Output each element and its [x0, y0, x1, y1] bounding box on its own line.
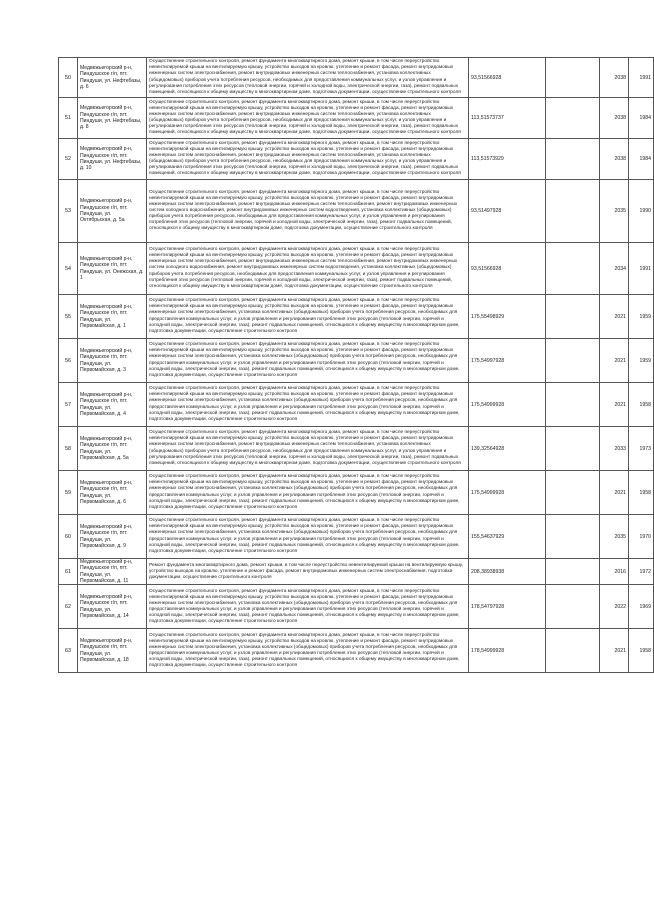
housing-repair-table: [58, 57, 654, 673]
cost-cell: 93,51566928: [469, 243, 546, 295]
empty-cell: [546, 471, 600, 515]
built-year-cell: 1984: [629, 139, 654, 180]
empty-cell: [546, 629, 600, 673]
table-row: [59, 295, 654, 339]
works-cell: Осуществление строительного контроля, ремонт фундамента многоквартирного дома, ремонт крыши, в том числе переустройство невентилируемой крыши на вентилируемую крышу, устройство выходов на кровлю, утепление и ремонт фасада, ремонт внутридомовых инженерных систем электроснабжения, установка коллективных (общедомовых) приборов учета потребления ресурсов, необходимых для предоставления коммунальных услуг, и узлов управления и регулирования потребления этих ресурсов (тепловой энергии, горячей и холодной воды, электрической энергии, газа), ремонт подвальных помещений, относящихся к общему имуществу в многоквартирном доме, подготовка документации, осуществление строительного контроля: [147, 383, 469, 427]
address-cell: Медвежьегорский р-н, Пиндушское г/п, пгт. Пиндуши, ул. Первомайская, д. 4: [78, 383, 147, 427]
works-cell: Осуществление строительного контроля, ремонт фундамента многоквартирного дома, ремонт крыши, в том числе переустройство невентилируемой крыши на вентилируемую крышу, устройство выходов на кровлю, утепление и ремонт фасада, ремонт внутридомовых инженерных систем электроснабжения, установка коллективных (общедомовых) приборов учета потребления ресурсов, необходимых для предоставления коммунальных услуг, и узлов управления и регулирования потребления этих ресурсов (тепловой энергии, горячей и холодной воды, электрической энергии, газа), ремонт подвальных помещений, относящихся к общему имуществу в многоквартирном доме, подготовка документации, осуществление строительного контроля: [147, 295, 469, 339]
cost-cell: 113,51573737: [469, 98, 546, 139]
cost-cell: 113,51573929: [469, 139, 546, 180]
table-body: [59, 58, 654, 673]
planned-year-cell: 2038: [600, 139, 629, 180]
built-year-cell: 1972: [629, 559, 654, 585]
built-year-cell: 1958: [629, 629, 654, 673]
planned-year-cell: 2021: [600, 471, 629, 515]
address-cell: Медвежьегорский р-н, Пиндушское г/п, пгт. Пиндуши, ул. Первомайская, д. 18: [78, 629, 147, 673]
empty-cell: [546, 383, 600, 427]
address-cell: Медвежьегорский р-н, Пиндушское г/п, пгт. Пиндуши, ул. Нефтебазы, д. 8: [78, 98, 147, 139]
row-number: 50: [59, 58, 78, 98]
planned-year-cell: 2021: [600, 629, 629, 673]
built-year-cell: 1984: [629, 98, 654, 139]
built-year-cell: 1990: [629, 180, 654, 243]
table-row: [59, 180, 654, 243]
built-year-cell: 1969: [629, 585, 654, 629]
cost-cell: 208,38938938: [469, 559, 546, 585]
empty-cell: [546, 559, 600, 585]
empty-cell: [546, 180, 600, 243]
address-cell: Медвежьегорский р-н, Пиндушское г/п, пгт. Пиндуши, ул. Онежская, д. 1: [78, 243, 147, 295]
empty-cell: [546, 98, 600, 139]
address-cell: Медвежьегорский р-н, Пиндушское г/п, пгт. Пиндуши, ул. Нефтебазы, д. 10: [78, 139, 147, 180]
works-cell: Осуществление строительного контроля, ремонт фундамента многоквартирного дома, ремонт крыши, в том числе переустройство невентилируемой крыши на вентилируемую крышу, устройство выходов на кровлю, утепление и ремонт фасада, ремонт внутридомовых инженерных систем электроснабжения, установка коллективных (общедомовых) приборов учета потребления ресурсов, необходимых для предоставления коммунальных услуг, и узлов управления и регулирования потребления этих ресурсов (тепловой энергии, горячей и холодной воды, электрической энергии, газа), ремонт подвальных помещений, относящихся к общему имуществу в многоквартирном доме, подготовка документации, осуществление строительного контроля: [147, 585, 469, 629]
row-number: 58: [59, 427, 78, 471]
table-row: [59, 585, 654, 629]
works-cell: Осуществление строительного контроля, ремонт фундамента многоквартирного дома, ремонт крыши, в том числе переустройство невентилируемой крыши на вентилируемую крышу, устройство выходов на кровлю, утепление и ремонт фасада, ремонт внутридомовых инженерных систем электроснабжения, установка коллективных (общедомовых) приборов учета потребления ресурсов, необходимых для предоставления коммунальных услуг, и узлов управления и регулирования потребления этих ресурсов (тепловой энергии, горячей и холодной воды, электрической энергии, газа), ремонт подвальных помещений, относящихся к общему имуществу в многоквартирном доме, подготовка документации, осуществление строительного контроля: [147, 339, 469, 383]
empty-cell: [546, 139, 600, 180]
row-number: 55: [59, 295, 78, 339]
works-cell: Осуществление строительного контроля, ремонт фундамента многоквартирного дома, ремонт крыши, в том числе переустройство невентилируемой крыши на вентилируемую крышу, устройство выходов на кровлю, утепление и ремонт фасада, ремонт внутридомовых инженерных систем электроснабжения, ремонт внутридомовых инженерных систем теплоснабжения, установка коллективных (общедомовых) приборов учета потребления ресурсов, необходимых для предоставления коммунальных услуг, и узлов управления и регулирования потребления этих ресурсов (тепловой энергии, горячей и холодной воды, электрической энергии, газа), ремонт подвальных помещений, относящихся к общему имуществу в многоквартирном доме, подготовка документации, осуществление строительного контроля: [147, 427, 469, 471]
table-row: [59, 243, 654, 295]
row-number: 60: [59, 515, 78, 559]
cost-cell: 155,54637929: [469, 515, 546, 559]
planned-year-cell: 2038: [600, 58, 629, 98]
address-cell: Медвежьегорский р-н, Пиндушское г/п, пгт. Пиндуши, ул. Первомайская, д. 14: [78, 585, 147, 629]
row-number: 51: [59, 98, 78, 139]
built-year-cell: 1970: [629, 515, 654, 559]
address-cell: Медвежьегорский р-н, Пиндушское г/п, пгт. Пиндуши, ул. Первомайская, д. 3: [78, 339, 147, 383]
table-row: [59, 339, 654, 383]
row-number: 57: [59, 383, 78, 427]
planned-year-cell: 2034: [600, 243, 629, 295]
row-number: 54: [59, 243, 78, 295]
address-cell: Медвежьегорский р-н, Пиндушское г/п, пгт. Пиндуши, ул. Первомайская, д. 9: [78, 515, 147, 559]
empty-cell: [546, 339, 600, 383]
planned-year-cell: 2021: [600, 383, 629, 427]
built-year-cell: 1959: [629, 339, 654, 383]
built-year-cell: 1959: [629, 295, 654, 339]
works-cell: Осуществление строительного контроля, ремонт фундамента многоквартирного дома, ремонт крыши, в том числе переустройство невентилируемой крыши на вентилируемую крышу, устройство выходов на кровлю, утепление и ремонт фасада, ремонт внутридомовых инженерных систем электроснабжения, ремонт внутридомовых инженерных систем теплоснабжения, установка коллективных (общедомовых) приборов учета потребления ресурсов, необходимых для предоставления коммунальных услуг, и узлов управления и регулирования потребления этих ресурсов (тепловой энергии, горячей и холодной воды, электрической энергии, газа), ремонт подвальных помещений, относящихся к общему имуществу в многоквартирном доме, подготовка документации, осуществление строительного контроля: [147, 58, 469, 98]
address-cell: Медвежьегорский р-н, Пиндушское г/п, пгт. Пиндуши, ул. Первомайская, д. 11: [78, 559, 147, 585]
works-cell: Осуществление строительного контроля, ремонт фундамента многоквартирного дома, ремонт крыши, в том числе переустройство невентилируемой крыши на вентилируемую крышу, устройство выходов на кровлю, утепление и ремонт фасада, ремонт внутридомовых инженерных систем электроснабжения, установка коллективных (общедомовых) приборов учета потребления ресурсов, необходимых для предоставления коммунальных услуг, и узлов управления и регулирования потребления этих ресурсов (тепловой энергии, горячей и холодной воды, электрической энергии, газа), ремонт подвальных помещений, относящихся к общему имуществу в многоквартирном доме, подготовка документации, осуществление строительного контроля: [147, 471, 469, 515]
built-year-cell: 1991: [629, 58, 654, 98]
empty-cell: [546, 427, 600, 471]
table-row: [59, 427, 654, 471]
cost-cell: 175,54999928: [469, 471, 546, 515]
cost-cell: 178,54797928: [469, 585, 546, 629]
address-cell: Медвежьегорский р-н, Пиндушское г/п, пгт. Пиндуши, ул. Нефтебазы, д. 6: [78, 58, 147, 98]
works-cell: Осуществление строительного контроля, ремонт фундамента многоквартирного дома, ремонт крыши, в том числе переустройство невентилируемой крыши на вентилируемую крышу, устройство выходов на кровлю, утепление и ремонт фасада, ремонт внутридомовых инженерных систем электроснабжения, ремонт внутридомовых инженерных систем теплоснабжения, установка коллективных (общедомовых) приборов учета потребления ресурсов, необходимых для предоставления коммунальных услуг, и узлов управления и регулирования потребления этих ресурсов (тепловой энергии, горячей и холодной воды, электрической энергии, газа), ремонт подвальных помещений, относящихся к общему имуществу в многоквартирном доме, подготовка документации, осуществление строительного контроля: [147, 98, 469, 139]
works-cell: Осуществление строительного контроля, ремонт фундамента многоквартирного дома, ремонт крыши, в том числе переустройство невентилируемой крыши на вентилируемую крышу, устройство выходов на кровлю, утепление и ремонт фасада, ремонт внутридомовых инженерных систем электроснабжения, установка коллективных (общедомовых) приборов учета потребления ресурсов, необходимых для предоставления коммунальных услуг, и узлов управления и регулирования потребления этих ресурсов (тепловой энергии, горячей и холодной воды, электрической энергии, газа), ремонт подвальных помещений, относящихся к общему имуществу в многоквартирном доме, подготовка документации, осуществление строительного контроля: [147, 515, 469, 559]
table-row: [59, 515, 654, 559]
planned-year-cell: 2016: [600, 559, 629, 585]
table-row: [59, 58, 654, 98]
works-cell: Осуществление строительного контроля, ремонт фундамента многоквартирного дома, ремонт крыши, в том числе переустройство невентилируемой крыши на вентилируемую крышу, устройство выходов на кровлю, утепление и ремонт фасада, ремонт внутридомовых инженерных систем электроснабжения, ремонт внутридомовых инженерных систем теплоснабжения, ремонт внутридомовых инженерных систем холодного водоснабжения, ремонт внутридомовых инженерных систем водоотведения, установка коллективных (общедомовых) приборов учета потребления ресурсов, необходимых для предоставления коммунальных услуг, и узлов управления и регулирования потребления этих ресурсов (тепловой энергии, горячей и холодной воды, электрической энергии, газа), ремонт подвальных помещений, относящихся к общему имуществу в многоквартирном доме, подготовка документации, осуществление строительного контроля: [147, 180, 469, 243]
table-row: [59, 98, 654, 139]
table-row: [59, 139, 654, 180]
row-number: 61: [59, 559, 78, 585]
address-cell: Медвежьегорский р-н, Пиндушское г/п, пгт. Пиндуши, ул. Октябрьская, д. 5а: [78, 180, 147, 243]
address-cell: Медвежьегорский р-н, Пиндушское г/п, пгт. Пиндуши, ул. Первомайская, д. 1: [78, 295, 147, 339]
planned-year-cell: 2022: [600, 585, 629, 629]
cost-cell: 178,54999928: [469, 629, 546, 673]
table-row: [59, 629, 654, 673]
planned-year-cell: 2038: [600, 98, 629, 139]
address-cell: Медвежьегорский р-н, Пиндушское г/п, пгт. Пиндуши, ул. Первомайская, д. 6: [78, 471, 147, 515]
empty-cell: [546, 243, 600, 295]
row-number: 62: [59, 585, 78, 629]
built-year-cell: 1958: [629, 471, 654, 515]
cost-cell: 93,51497928: [469, 180, 546, 243]
works-cell: Ремонт фундамента многоквартирного дома, ремонт крыши, в том числе переустройство невентилируемой крыши на вентилируемую крышу, устройство выходов на кровлю, утепление и ремонт фасада, ремонт внутридомовых инженерных систем электроснабжения, подготовка документации, осуществление строительного контроля: [147, 559, 469, 585]
row-number: 53: [59, 180, 78, 243]
works-cell: Осуществление строительного контроля, ремонт фундамента многоквартирного дома, ремонт крыши, в том числе переустройство невентилируемой крыши на вентилируемую крышу, устройство выходов на кровлю, утепление и ремонт фасада, ремонт внутридомовых инженерных систем электроснабжения, установка коллективных (общедомовых) приборов учета потребления ресурсов, необходимых для предоставления коммунальных услуг, и узлов управления и регулирования потребления этих ресурсов (тепловой энергии, горячей и холодной воды, электрической энергии, газа), ремонт подвальных помещений, относящихся к общему имуществу в многоквартирном доме, подготовка документации, осуществление строительного контроля: [147, 629, 469, 673]
row-number: 59: [59, 471, 78, 515]
empty-cell: [546, 295, 600, 339]
planned-year-cell: 2033: [600, 427, 629, 471]
row-number: 63: [59, 629, 78, 673]
planned-year-cell: 2035: [600, 180, 629, 243]
row-number: 52: [59, 139, 78, 180]
empty-cell: [546, 515, 600, 559]
built-year-cell: 1958: [629, 383, 654, 427]
built-year-cell: 1991: [629, 243, 654, 295]
planned-year-cell: 2021: [600, 339, 629, 383]
cost-cell: 93,51566928: [469, 58, 546, 98]
empty-cell: [546, 585, 600, 629]
cost-cell: 175,54997928: [469, 339, 546, 383]
address-cell: Медвежьегорский р-н, Пиндушское г/п, пгт. Пиндуши, ул. Первомайская, д. 5а: [78, 427, 147, 471]
empty-cell: [546, 58, 600, 98]
cost-cell: 175,55498929: [469, 295, 546, 339]
table-row: [59, 383, 654, 427]
built-year-cell: 1973: [629, 427, 654, 471]
cost-cell: 139,32564928: [469, 427, 546, 471]
table-row: [59, 559, 654, 585]
works-cell: Осуществление строительного контроля, ремонт фундамента многоквартирного дома, ремонт крыши, в том числе переустройство невентилируемой крыши на вентилируемую крышу, устройство выходов на кровлю, утепление и ремонт фасада, ремонт внутридомовых инженерных систем электроснабжения, ремонт внутридомовых инженерных систем теплоснабжения, ремонт внутридомовых инженерных систем холодного водоснабжения, ремонт внутридомовых инженерных систем водоотведения, установка коллективных (общедомовых) приборов учета потребления ресурсов, необходимых для предоставления коммунальных услуг, и узлов управления и регулирования потребления этих ресурсов (тепловой энергии, горячей и холодной воды, электрической энергии, газа), ремонт подвальных помещений, относящихся к общему имуществу в многоквартирном доме, подготовка документации, осуществление строительного контроля: [147, 243, 469, 295]
planned-year-cell: 2035: [600, 515, 629, 559]
planned-year-cell: 2021: [600, 295, 629, 339]
table-row: [59, 471, 654, 515]
row-number: 56: [59, 339, 78, 383]
works-cell: Осуществление строительного контроля, ремонт фундамента многоквартирного дома, ремонт крыши, в том числе переустройство невентилируемой крыши на вентилируемую крышу, устройство выходов на кровлю, утепление и ремонт фасада, ремонт внутридомовых инженерных систем электроснабжения, ремонт внутридомовых инженерных систем теплоснабжения, установка коллективных (общедомовых) приборов учета потребления ресурсов, необходимых для предоставления коммунальных услуг, и узлов управления и регулирования потребления этих ресурсов (тепловой энергии, горячей и холодной воды, электрической энергии, газа), ремонт подвальных помещений, относящихся к общему имуществу в многоквартирном доме, подготовка документации, осуществление строительного контроля: [147, 139, 469, 180]
cost-cell: 175,54999928: [469, 383, 546, 427]
